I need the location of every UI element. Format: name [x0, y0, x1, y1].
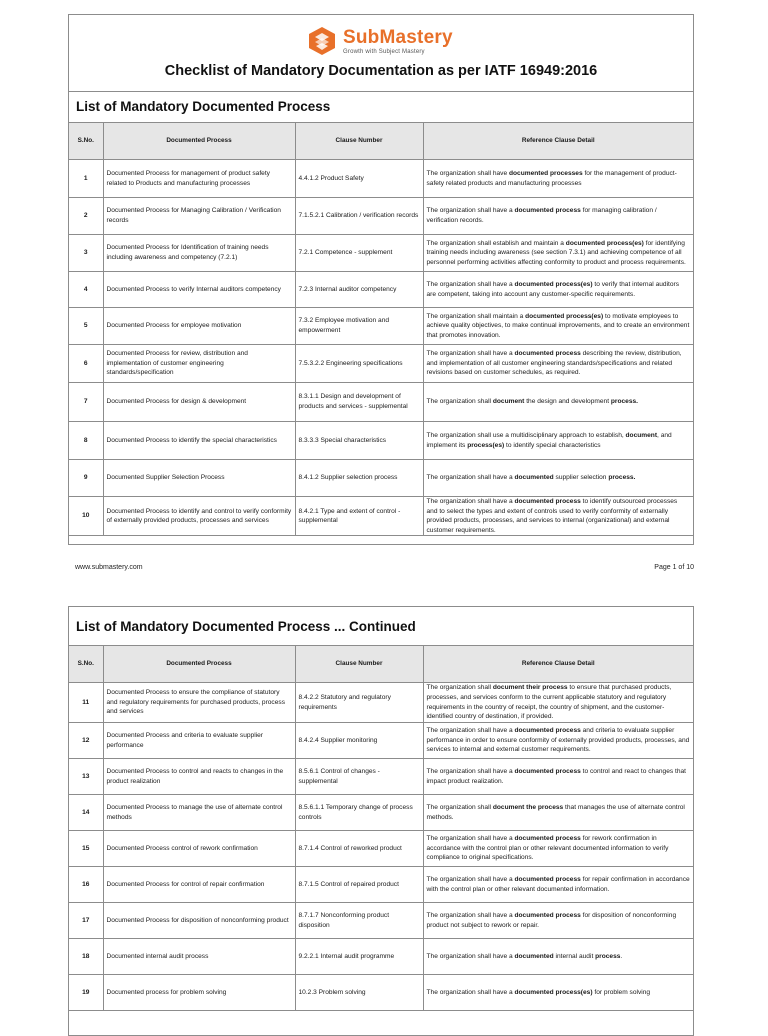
table-row [69, 497, 693, 536]
row-clause-number: 8.5.6.1 Control of changes - supplemental [295, 759, 423, 795]
row-clause-number: 8.4.2.4 Supplier monitoring [295, 723, 423, 759]
table-row [69, 235, 693, 272]
column-header: Reference Clause Detail [423, 646, 693, 683]
row-clause-number: 8.3.1.1 Design and development of products and services - supplemental [295, 383, 423, 422]
table-header-row [69, 123, 693, 160]
table-row [69, 383, 693, 422]
row-clause-number: 7.3.2 Employee motivation and empowerment [295, 308, 423, 345]
column-header: S.No. [69, 646, 103, 683]
row-reference-clause-detail: The organization shall document the design and development process. [423, 383, 693, 422]
document-title: Checklist of Mandatory Documentation as per IATF 16949:2016 [164, 63, 598, 79]
row-sno: 15 [69, 831, 103, 867]
row-clause-number: 10.2.3 Problem solving [295, 975, 423, 1011]
table-row [69, 723, 693, 759]
row-clause-number: 8.4.2.1 Type and extent of control - supplemental [295, 497, 423, 536]
row-documented-process: Documented Process to ensure the compliance of statutory and regulatory requirements for purchased products, process and services [103, 683, 295, 723]
row-documented-process: Documented Process to verify Internal auditors competency [103, 272, 295, 308]
table-row [69, 683, 693, 723]
row-clause-number: 8.7.1.7 Nonconforming product disposition [295, 903, 423, 939]
row-documented-process: Documented Process for Identification of training needs including awareness and competency (7.2.1) [103, 235, 295, 272]
row-reference-clause-detail: The organization shall have a documented supplier selection process. [423, 460, 693, 497]
table-row [69, 422, 693, 460]
footer-url[interactable]: www.submastery.com [75, 564, 143, 571]
row-reference-clause-detail: The organization shall have documented processes for the management of product-safety related products and manufacturing processes [423, 160, 693, 198]
row-sno: 17 [69, 903, 103, 939]
row-sno: 18 [69, 939, 103, 975]
row-documented-process: Documented Process for review, distribution and implementation of customer engineering standards/specification [103, 345, 295, 383]
table-row [69, 867, 693, 903]
row-reference-clause-detail: The organization shall maintain a documented process(es) to motivate employees to achieve quality objectives, to make continual improvements, and to create an environment that promotes innovation. [423, 308, 693, 345]
row-reference-clause-detail: The organization shall have a documented process for managing calibration / verification records. [423, 198, 693, 235]
table-row [69, 759, 693, 795]
row-documented-process: Documented Process to identify and control to verify conformity of externally provided products, processes and services [103, 497, 295, 536]
row-sno: 6 [69, 345, 103, 383]
row-reference-clause-detail: The organization shall have a documented process to control and react to changes that impact product realization. [423, 759, 693, 795]
row-documented-process: Documented Process for design & development [103, 383, 295, 422]
table-row [69, 975, 693, 1011]
table-row [69, 308, 693, 345]
page-header [69, 15, 693, 92]
section-title: List of Mandatory Documented Process ... Continued [69, 607, 693, 646]
table-row [69, 831, 693, 867]
row-sno: 10 [69, 497, 103, 536]
row-documented-process: Documented Process to manage the use of alternate control methods [103, 795, 295, 831]
row-sno: 7 [69, 383, 103, 422]
row-reference-clause-detail: The organization shall have a documented process for disposition of nonconforming product not subject to rework or repair. [423, 903, 693, 939]
row-clause-number: 8.4.2.2 Statutory and regulatory requirements [295, 683, 423, 723]
row-documented-process: Documented internal audit process [103, 939, 295, 975]
row-sno: 5 [69, 308, 103, 345]
row-clause-number: 8.4.1.2 Supplier selection process [295, 460, 423, 497]
row-documented-process: Documented Process for Managing Calibration / Verification records [103, 198, 295, 235]
row-documented-process: Documented Process for disposition of nonconforming product [103, 903, 295, 939]
table-row [69, 460, 693, 497]
row-sno: 3 [69, 235, 103, 272]
row-clause-number: 7.2.1 Competence - supplement [295, 235, 423, 272]
table-row [69, 939, 693, 975]
row-documented-process: Documented Process and criteria to evaluate supplier performance [103, 723, 295, 759]
table-row [69, 345, 693, 383]
document-page-2 [68, 606, 694, 1036]
row-documented-process: Documented Process to control and reacts to changes in the product realization [103, 759, 295, 795]
row-clause-number: 4.4.1.2 Product Safety [295, 160, 423, 198]
row-sno: 19 [69, 975, 103, 1011]
row-documented-process: Documented Process control of rework confirmation [103, 831, 295, 867]
row-sno: 11 [69, 683, 103, 723]
column-header: Documented Process [103, 123, 295, 160]
process-table [69, 123, 693, 536]
row-documented-process: Documented process for problem solving [103, 975, 295, 1011]
row-reference-clause-detail: The organization shall document their process to ensure that purchased products, processes, and services conform to the current applicable statutory and regulatory requirements in the country of receipt, the country of shipment, and the customer-identified country of destination, if provided. [423, 683, 693, 723]
row-clause-number: 8.5.6.1.1 Temporary change of process controls [295, 795, 423, 831]
row-reference-clause-detail: The organization shall have a documented process(es) to verify that internal auditors are competent, taking into account any customer-specific requirements. [423, 272, 693, 308]
row-reference-clause-detail: The organization shall use a multidisciplinary approach to establish, document, and implement its process(es) to identify special characteristics [423, 422, 693, 460]
submastery-logo-icon [307, 26, 337, 56]
table-row [69, 272, 693, 308]
row-clause-number: 7.1.5.2.1 Calibration / verification records [295, 198, 423, 235]
row-sno: 12 [69, 723, 103, 759]
column-header: Clause Number [295, 123, 423, 160]
page-number: Page 1 of 10 [654, 564, 694, 571]
table-header-row [69, 646, 693, 683]
row-clause-number: 7.5.3.2.2 Engineering specifications [295, 345, 423, 383]
row-documented-process: Documented Process for employee motivation [103, 308, 295, 345]
row-sno: 9 [69, 460, 103, 497]
column-header: Documented Process [103, 646, 295, 683]
row-clause-number: 8.7.1.5 Control of repaired product [295, 867, 423, 903]
row-reference-clause-detail: The organization shall document the process that manages the use of alternate control methods. [423, 795, 693, 831]
table-row [69, 903, 693, 939]
row-sno: 14 [69, 795, 103, 831]
row-reference-clause-detail: The organization shall have a documented process(es) for problem solving [423, 975, 693, 1011]
row-clause-number: 7.2.3 Internal auditor competency [295, 272, 423, 308]
row-clause-number: 8.3.3.3 Special characteristics [295, 422, 423, 460]
row-clause-number: 8.7.1.4 Control of reworked product [295, 831, 423, 867]
section-title: List of Mandatory Documented Process [69, 92, 693, 123]
row-sno: 1 [69, 160, 103, 198]
row-documented-process: Documented Process for control of repair confirmation [103, 867, 295, 903]
row-reference-clause-detail: The organization shall have a documented process to identify outsourced processes and to select the types and extent of controls used to verify conformity of externally provided products, processes, and services to internal (organizational) and external customer requirements. [423, 497, 693, 536]
row-sno: 8 [69, 422, 103, 460]
column-header: Clause Number [295, 646, 423, 683]
process-table [69, 646, 693, 1011]
document-page-1 [68, 14, 694, 545]
row-documented-process: Documented Supplier Selection Process [103, 460, 295, 497]
column-header: S.No. [69, 123, 103, 160]
table-row [69, 198, 693, 235]
table-row [69, 795, 693, 831]
row-reference-clause-detail: The organization shall have a documented process for rework confirmation in accordance with the control plan or other relevant documented information to verify compliance to original specifications. [423, 831, 693, 867]
row-reference-clause-detail: The organization shall establish and maintain a documented process(es) for identifying training needs including awareness (see section 7.3.1) and achieving competence of all personnel performing activities affecting conformity to product and process requirements. [423, 235, 693, 272]
table-row [69, 160, 693, 198]
row-documented-process: Documented Process to identify the special characteristics [103, 422, 295, 460]
row-reference-clause-detail: The organization shall have a documented process for repair confirmation in accordance with the control plan or other relevant documented information. [423, 867, 693, 903]
brand-tagline: Growth with Subject Mastery [343, 48, 425, 55]
row-reference-clause-detail: The organization shall have a documented internal audit process. [423, 939, 693, 975]
row-reference-clause-detail: The organization shall have a documented process and criteria to evaluate supplier performance in order to ensure conformity of externally provided products, processes, and services to internal and external customer requirements. [423, 723, 693, 759]
row-clause-number: 9.2.2.1 Internal audit programme [295, 939, 423, 975]
brand-logo [307, 25, 453, 57]
row-documented-process: Documented Process for management of product safety related to Products and manufacturing processes [103, 160, 295, 198]
brand-name: SubMastery [343, 26, 453, 48]
row-sno: 2 [69, 198, 103, 235]
row-reference-clause-detail: The organization shall have a documented process describing the review, distribution, and implementation of all customer engineering standards/specifications and related revisions based on customer schedules, as required. [423, 345, 693, 383]
row-sno: 4 [69, 272, 103, 308]
row-sno: 16 [69, 867, 103, 903]
row-sno: 13 [69, 759, 103, 795]
column-header: Reference Clause Detail [423, 123, 693, 160]
